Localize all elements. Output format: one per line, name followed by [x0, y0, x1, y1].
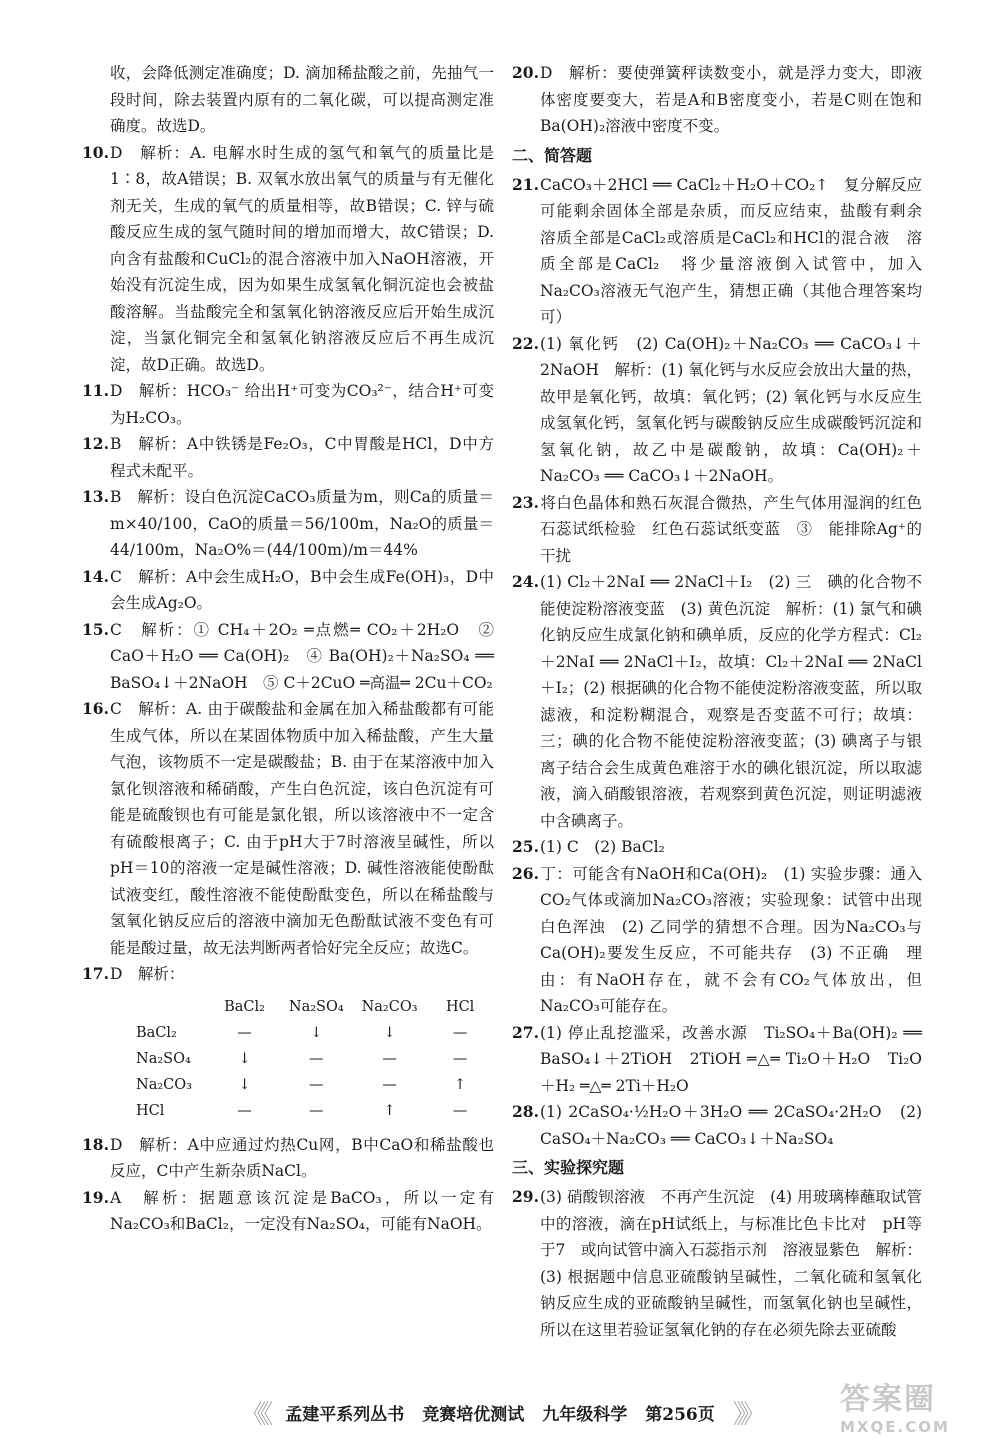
- answer-text: D 解析：A中应通过灼热Cu网，B中CaO和稀盐酸也反应，C中产生新杂质NaCl。: [110, 1135, 494, 1180]
- answer-entry: [82, 617, 494, 697]
- table-cell: ↓: [238, 1050, 251, 1067]
- answer-entry: [512, 1184, 922, 1343]
- table-cell: —: [452, 1050, 468, 1067]
- answer-text: D 解析：HCO₃⁻ 给出H⁺可变为CO₃²⁻，结合H⁺可变为H₂CO₃。: [110, 382, 494, 427]
- question-number: 26.: [512, 863, 539, 883]
- answer-entry: [512, 861, 922, 1020]
- table-row-header: Na₂SO₄: [136, 1050, 191, 1067]
- answer-entry: [82, 564, 494, 617]
- answer-text: C 解析：A. 由于碳酸盐和金属在加入稀盐酸都有可能生成气体，所以在某固体物质中加入稀盐酸，产生大量气泡，该物质不一定是碳酸盐；B. 由于在某溶液中加入氯化钡溶液和稀硝酸，产生白色沉淀，该白色沉淀有可能是硫酸钡也有可能是氯化银，所以该溶液中不一定含有硫酸根离子；C. 由于pH大于7时溶液呈碱性，所以pH＝10的溶液一定是碱性溶液；D. 碱性溶液能使酚酞试液变红，酸性溶液不能使酚酞变色，所以在稀盐酸与氢氧化钠反应后的溶液中滴加无色酚酞试液不变色有可能是酸过量，故无法判断两者恰好完全反应；故选C。: [110, 700, 494, 957]
- table-header-cell: BaCl₂: [224, 998, 265, 1015]
- table-cell: ↑: [383, 1102, 396, 1119]
- question-number: 19.: [82, 1187, 109, 1207]
- answer-entry: [512, 331, 922, 490]
- table-cell: —: [309, 1076, 324, 1093]
- answer-text: D 解析：要使弹簧秤读数变小，就是浮力变大，即液体密度要变大，若是A和B密度变小，若是C则在饱和Ba(OH)₂溶液中密度不变。: [540, 64, 922, 135]
- answer-text: (1) 氧化钙 (2) Ca(OH)₂＋Na₂CO₃ ══ CaCO₃↓＋2NaOH 解析：(1) 氧化钙与水反应会放出大量的热，故甲是氧化钙，故填：氧化钙；(2) 氧化钙与水反应生成氢氧化钙，氢氧化钙与碳酸钠反应生成碳酸钙沉淀和氢氧化钠，故乙中是碳酸钠，故填：Ca(OH)₂＋Na₂CO₃ ══ CaCO₃↓＋2NaOH。: [540, 334, 922, 485]
- table-row: [136, 1020, 494, 1046]
- answer-text: C 解析：A中会生成H₂O，B中会生成Fe(OH)₃，D中会生成Ag₂O。: [110, 567, 494, 612]
- answer-text: (1) C (2) BaCl₂: [540, 838, 665, 856]
- answer-entry: [82, 431, 494, 484]
- question-number: 12.: [82, 434, 109, 453]
- table-cell: ↓: [310, 1024, 323, 1041]
- answer-entry: [512, 1020, 922, 1100]
- table-cell: —: [309, 1102, 324, 1119]
- answer-entry: [82, 696, 494, 961]
- table-cell: —: [382, 1076, 397, 1093]
- right-column: [512, 60, 938, 1343]
- table-header-cell: [136, 994, 209, 1020]
- table-row: [136, 1072, 494, 1098]
- question-number: 16.: [82, 699, 109, 718]
- table-cell: —: [452, 1102, 468, 1119]
- answer-entry: [82, 140, 494, 379]
- section-heading-experiment: 三、实验探究题: [512, 1158, 625, 1177]
- table-cell: —: [237, 1102, 252, 1119]
- left-column: [82, 60, 494, 1238]
- answer-entry: [82, 961, 494, 988]
- section-heading-short-answer: 二、简答题: [512, 145, 593, 165]
- table-cell: —: [237, 1024, 252, 1041]
- answer-text: D 解析：: [110, 965, 185, 983]
- answer-entry: [82, 1132, 494, 1185]
- answer-text: 丁：可能含有NaOH和Ca(OH)₂ (1) 实验步骤：通入CO₂气体或滴加Na₂CO₃溶液；实验现象：试管中出现白色浑浊 (2) 乙同学的猜想不合理。因为Na₂CO₃与Ca(OH)₂要发生反应，不可能共存 (3) 不正确 理由：有NaOH存在，就不会有CO₂气体放出，但Na₂CO₃可能存在。: [540, 864, 922, 1015]
- table-header-cell: HCl: [445, 998, 475, 1015]
- question-number: 13.: [82, 487, 109, 506]
- answer-text: (1) Cl₂＋2NaI ══ 2NaCl＋I₂ (2) 三 碘的化合物不能使淀粉溶液变蓝 (3) 黄色沉淀 解析：(1) 氯气和碘化钠反应生成氯化钠和碘单质，反应的化学方程式：Cl₂＋2NaI ══ 2NaCl＋I₂，故填：Cl₂＋2NaI ══ 2NaCl＋I₂；(2) 根据碘的化合物不能使淀粉溶液变蓝，所以取滤液，和淀粉糊混合，观察是否变蓝不可行；故填：三；碘的化合物不能使淀粉溶液变蓝；(3) 碘离子与银离子结合会生成黄色难溶于水的碘化银沉淀，所以取滤液，滴入硝酸银溶液，若观察到黄色沉淀，则证明滤液中含碘离子。: [540, 573, 922, 830]
- answer-entry: [82, 378, 494, 431]
- answer-text: B 解析：设白色沉淀CaCO₃质量为m，则Ca的质量＝m×40/100，CaO的质量＝56/100m，Na₂O的质量＝44/100m，Na₂O%＝(44/100m)/m＝44%: [110, 488, 494, 559]
- question-number: 10.: [82, 142, 109, 162]
- answer-text: CaCO₃＋2HCl ══ CaCl₂＋H₂O＋CO₂↑ 复分解反应 可能剩余固体全部是杂质，而反应结束，盐酸有剩余 溶质全部是CaCl₂或溶质是CaCl₂和HCl的混合液 溶质全部是CaCl₂ 将少量溶液倒入试管中，加入Na₂CO₃溶液无气泡产生，猜想正确（其他合理答案均可）: [540, 175, 938, 326]
- right-chevron-ornament: 》》: [732, 1399, 760, 1430]
- question-number: 17.: [82, 964, 109, 983]
- question-number: 21.: [512, 174, 539, 194]
- question-number: 14.: [82, 566, 109, 586]
- answer-text: (1) 2CaSO₄·½H₂O＋3H₂O ══ 2CaSO₄·2H₂O (2) CaSO₄＋Na₂CO₃ ══ CaCO₃↓＋Na₂SO₄: [540, 1103, 922, 1148]
- answer-text: A 解析：据题意该沉淀是BaCO₃，所以一定有Na₂CO₃和BaCl₂，一定没有Na₂SO₄，可能有NaOH。: [110, 1188, 494, 1233]
- table-row-header: HCl: [136, 1102, 165, 1119]
- reaction-table: [136, 994, 494, 1124]
- footer-page-number: 第256页: [645, 1404, 715, 1425]
- answer-entry: [82, 60, 494, 140]
- answer-text: C 解析：① CH₄＋2O₂ ═点燃═ CO₂＋2H₂O ② CaO＋H₂O ══ Ca(OH)₂ ④ Ba(OH)₂＋Na₂SO₄ ══ BaSO₄↓＋2NaOH ⑤ C＋2CuO ═高温═ 2Cu＋CO₂: [110, 620, 494, 692]
- left-entries: [82, 60, 494, 988]
- answer-entry: [82, 484, 494, 564]
- table-cell: ↓: [383, 1024, 396, 1041]
- question-number: 24.: [512, 572, 539, 591]
- answer-entry: [512, 569, 922, 834]
- short-answer-entries: [512, 172, 938, 1153]
- question-number: 22.: [512, 333, 539, 353]
- table-cell: —: [382, 1050, 397, 1067]
- answer-entry: [512, 172, 938, 331]
- answer-entry: [82, 1185, 494, 1238]
- question-number: 27.: [512, 1022, 539, 1042]
- answer-text: (1) 停止乱挖滥采，改善水源 Ti₂SO₄＋Ba(OH)₂ ══ BaSO₄↓＋2TiOH 2TiOH ═△═ Ti₂O＋H₂O Ti₂O＋H₂ ═△═ 2Ti＋H₂O: [540, 1023, 922, 1095]
- answer-text: B 解析：A中铁锈是Fe₂O₃，C中胃酸是HCl，D中方程式未配平。: [110, 435, 494, 480]
- table-cell: —: [452, 1024, 468, 1041]
- footer-grade: 九年级科学: [542, 1404, 628, 1425]
- table-cell: ↓: [238, 1076, 251, 1093]
- table-row: [136, 1098, 494, 1124]
- watermark-en: MXQE.COM: [840, 1418, 950, 1436]
- answer-entry: [512, 60, 922, 140]
- answer-text: 将白色晶体和熟石灰混合微热，产生气体用湿润的红色石蕊试纸检验 红色石蕊试纸变蓝 ③ 能排除Ag⁺的干扰: [540, 493, 922, 565]
- answer-entry: [512, 1099, 922, 1152]
- answer-text: (3) 硝酸钡溶液 不再产生沉淀 (4) 用玻璃棒蘸取试管中的溶液，滴在pH试纸上，与标准比色卡比对 pH等于7 或向试管中滴入石蕊指示剂 溶液显紫色 解析：(3) 根据题中信息亚硫酸钠呈碱性，二氧化硫和氢氧化钠反应生成的亚硫酸钠呈碱性，而氢氧化钠也呈碱性，所以在这里若验证氢氧化钠的存在必须先除去亚硫酸: [540, 1188, 922, 1339]
- answer-entry: [512, 834, 922, 861]
- footer-series: 孟建平系列丛书: [285, 1404, 405, 1425]
- table-row-header: BaCl₂: [136, 1024, 177, 1041]
- footer-book: 竞赛培优测试: [422, 1404, 525, 1425]
- watermark-cn: 答案圈: [840, 1382, 936, 1417]
- right-entries: [512, 60, 922, 140]
- question-number: 20.: [512, 63, 539, 82]
- question-number: 28.: [512, 1102, 539, 1121]
- question-number: 25.: [512, 837, 539, 856]
- table-row-header: Na₂CO₃: [136, 1076, 192, 1093]
- watermark-logo: [840, 1382, 990, 1444]
- answer-text: 收，会降低测定准确度；D. 滴加稀盐酸之前，先抽气一段时间，除去装置内原有的二氧化碳，可以提高测定准确度。故选D。: [110, 64, 494, 135]
- question-number: 11.: [82, 381, 109, 400]
- question-number: 18.: [82, 1134, 109, 1154]
- question-number: 29.: [512, 1187, 539, 1206]
- left-entries-continued: [82, 1132, 494, 1238]
- left-chevron-ornament: 《《: [240, 1399, 268, 1430]
- page-footer: [180, 1392, 820, 1432]
- table-cell: —: [309, 1050, 324, 1067]
- table-cell: ↑: [454, 1076, 467, 1093]
- question-number: 23.: [512, 492, 539, 512]
- answer-entry: [512, 490, 922, 570]
- experiment-entries: [512, 1184, 922, 1343]
- table-row: [136, 1046, 494, 1072]
- table-header-cell: Na₂SO₄: [288, 998, 344, 1015]
- answer-text: D 解析：A. 电解水时生成的氢气和氧气的质量比是1∶8，故A错误；B. 双氧水放出氧气的质量与有无催化剂无关，生成的氧气的质量相等，故B错误；C. 锌与硫酸反应生成的氢气随时间的增加而增大，故C错误；D. 向含有盐酸和CuCl₂的混合溶液中加入NaOH溶液，开始没有沉淀生成，因为如果生成氢氧化铜沉淀也会被盐酸溶解。当盐酸完全和氢氧化钠溶液反应后开始生成沉淀，当氯化铜完全和氢氧化钠溶液反应后不再生成沉淀，故D正确。故选D。: [110, 143, 494, 374]
- question-number: 15.: [82, 619, 109, 639]
- table-header-cell: Na₂CO₃: [361, 998, 418, 1015]
